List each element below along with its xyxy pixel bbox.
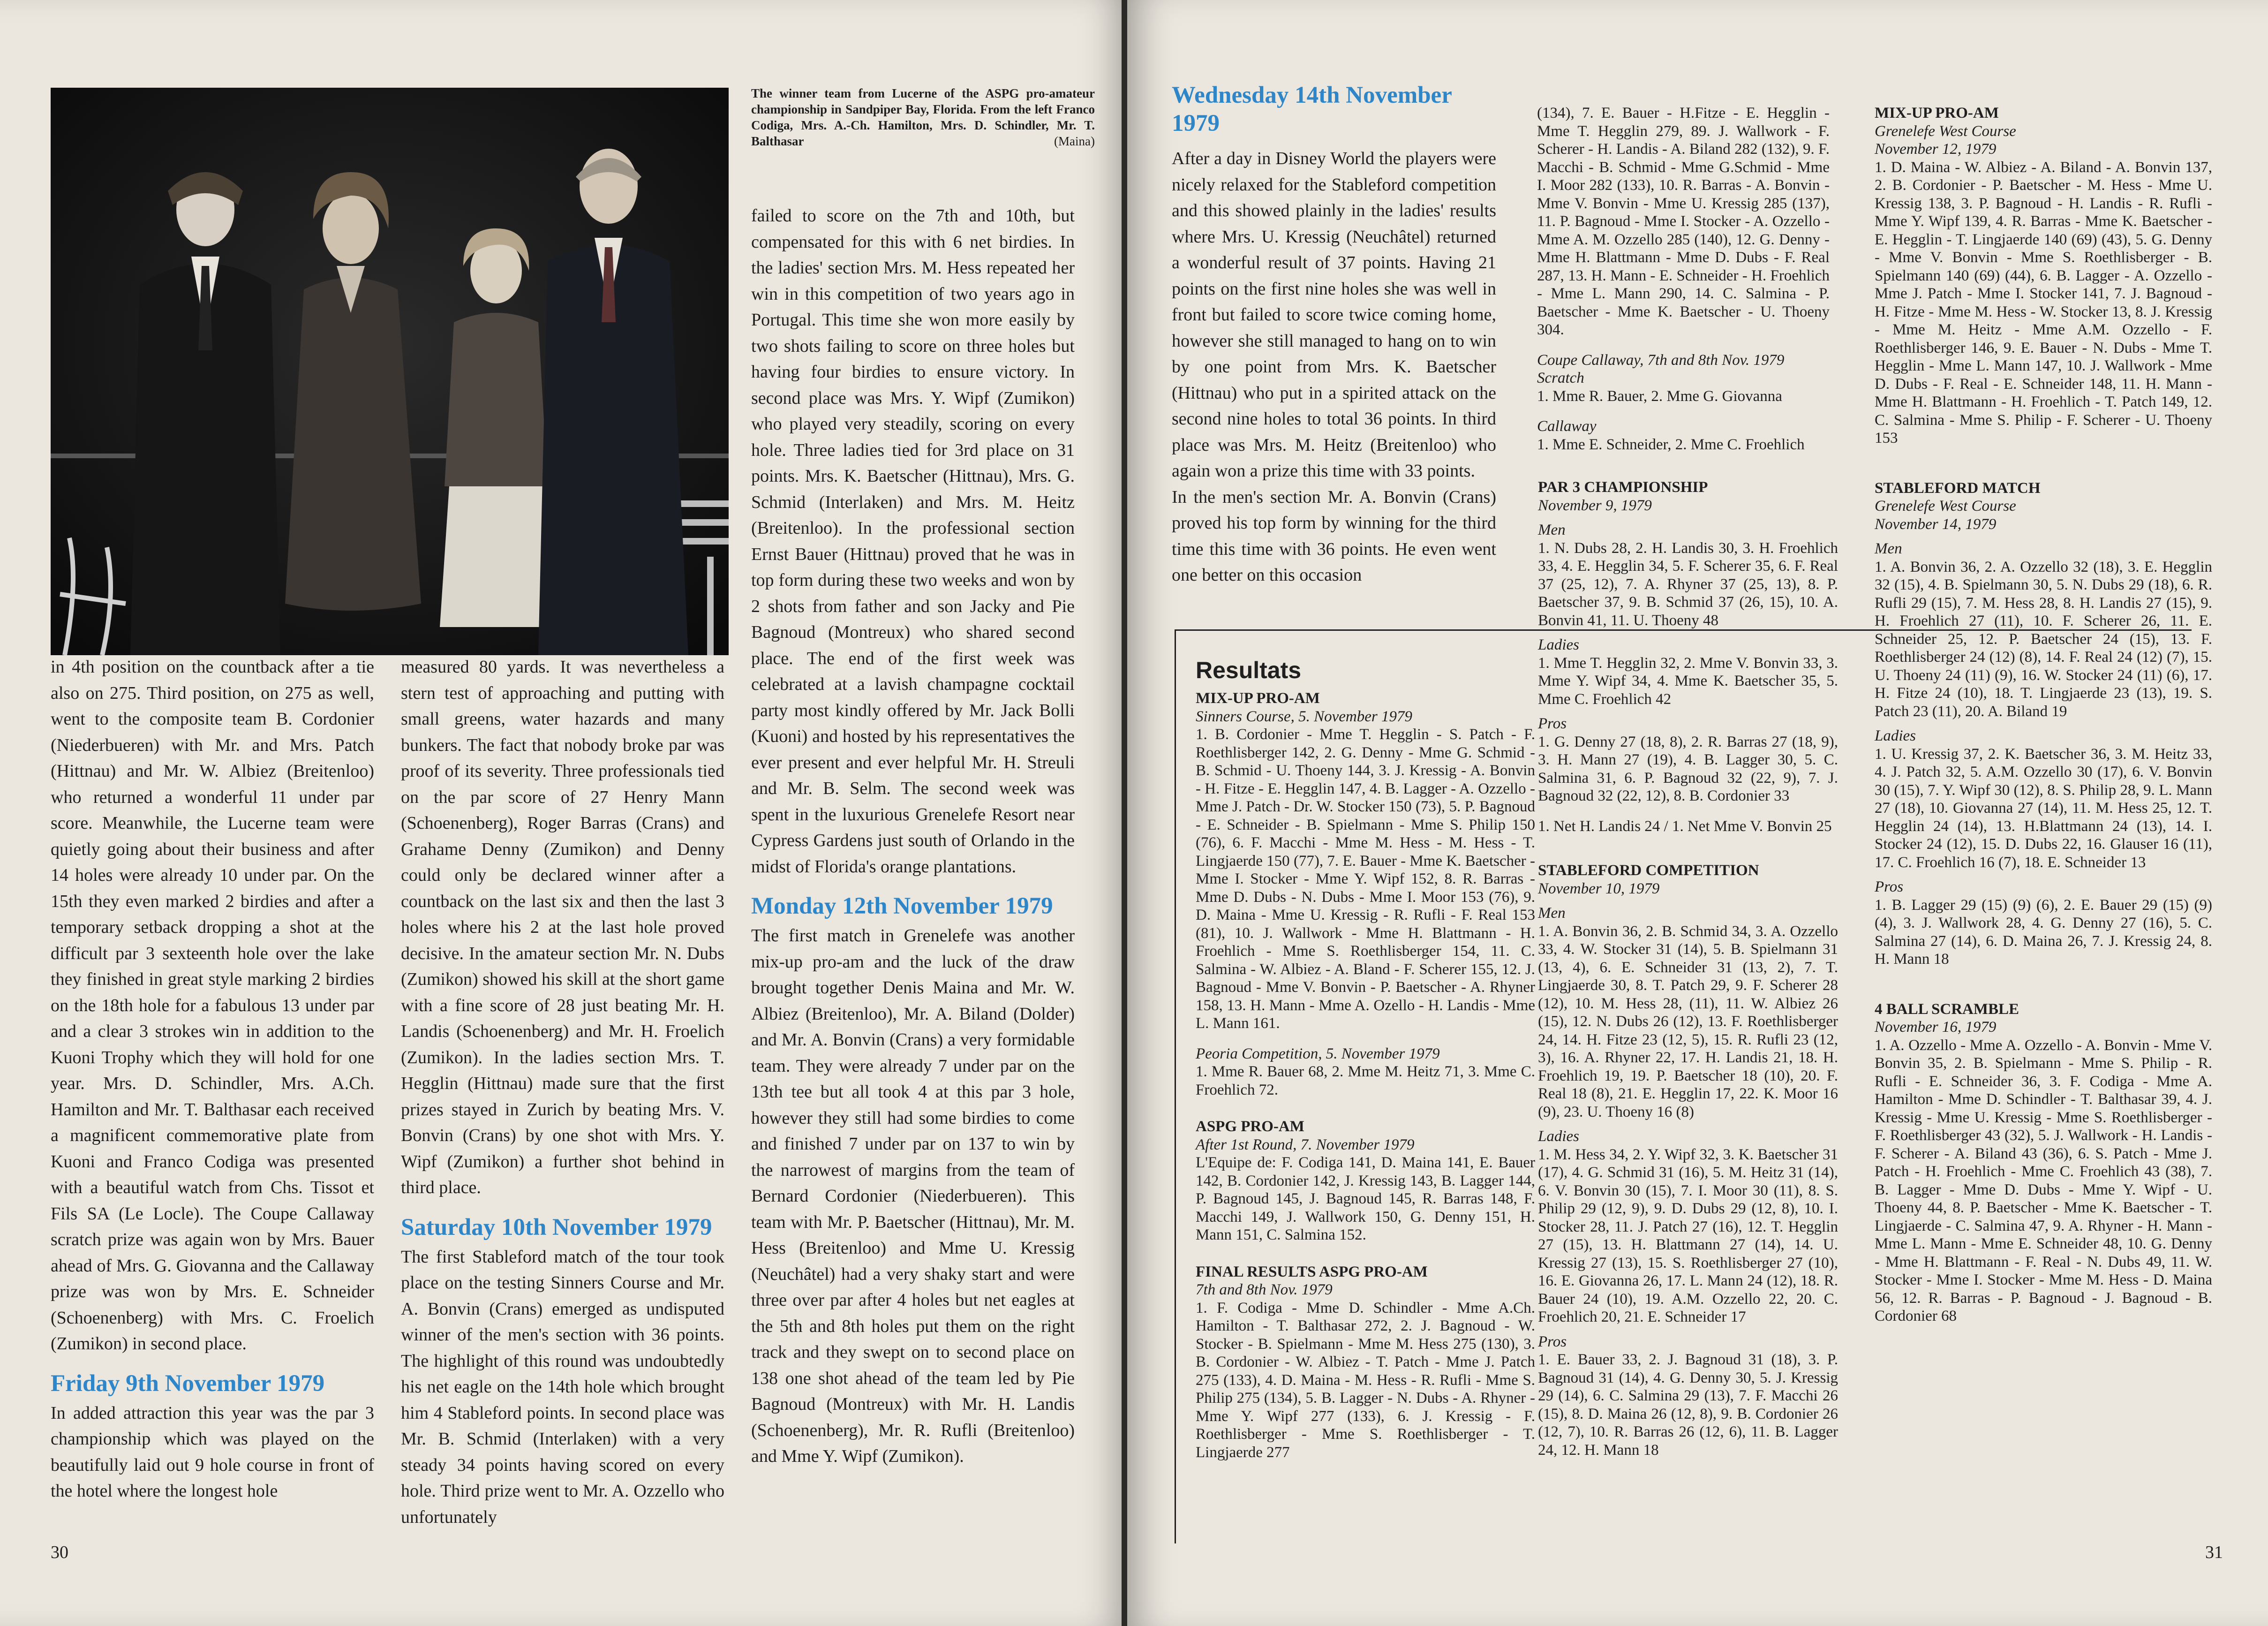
paragraph: In added attraction this year was the par 3 championship which was played on the beautifully laid out 9 hole course in front of the hotel where the longest hole (51, 1403, 374, 1501)
results-subtitle: November 10, 1979 (1538, 880, 1660, 897)
results-carryover-column (1537, 104, 1830, 454)
results-section-title: PAR 3 CHAMPIONSHIP (1538, 479, 1708, 496)
page-number: 31 (2205, 1543, 2223, 1562)
photo-caption (751, 85, 1095, 149)
results-text: 1. N. Dubs 28, 2. H. Landis 30, 3. H. Froehlich 33, 4. E. Hegglin 34, 5. F. Scherer 35, 6. F. Real 37 (25, 12), 7. A. Rhyner 37 (25, 13), 8. P. Baetscher 37, 9. B. Schmid 37 (26, 15), 10. A. Bonvin 41, 11. U. Thoeny 48 (1538, 539, 1838, 629)
section-heading-monday: Monday 12th November 1979 (751, 893, 1053, 919)
paragraph: failed to score on the 7th and 10th, but compensated for this with 6 net birdies. In the ladies' section Mrs. M. Hess repeated her win in this competition of two years ago in Portugal. This time she won more easily by two shots failing to score on three holes but having four birdies to ensure victory. In second place was Mrs. Y. Wipf (Zumikon) who played very steadily, scoring on every hole. Three ladies tied for 3rd place on 31 points. Mrs. K. Baetscher (Hittnau), Mrs. G. Schmid (Interlaken) and Mrs. M. Heitz (Breitenloo). In the professional section Ernst Bauer (Hittnau) proved that he was in top form during these two weeks and won by 2 shots from father and son Jacky and Pie Bagnoud (Montreux) who shared second place. The end of the first week was celebrated at a lavish champagne cocktail party most kindly offered by Mr. Jack Bolli (Kuoni) and hosted by his representatives the ever present and ever helpful Mr. H. Streuli and Mr. B. Selm. The second week was spent in the luxurious Grenelefe Resort near Cypress Gardens just south of Orlando in the midst of Florida's orange plantations. (751, 206, 1075, 877)
section-heading-saturday: Saturday 10th November 1979 (401, 1214, 712, 1240)
section-heading-friday: Friday 9th November 1979 (51, 1370, 325, 1397)
results-subtitle: Peoria Competition, 5. November 1979 (1196, 1045, 1440, 1062)
results-text: 1. U. Kressig 37, 2. K. Baetscher 36, 3. M. Heitz 33, 4. J. Patch 32, 5. A.M. Ozzello 30 (17), 6. V. Bonvin 30 (15), 7. Y. Wipf 30 (12), 8. S. Philip 28, 9. L. Mann 27 (18), 10. Giovanna 27 (14), 11. M. Hess 25, 12. T. Hegglin 24 (14), 13. H.Blattmann 24 (13), 14. I. Stocker 24 (12), 15. D. Dubs 22, 16. Glauser 16 (11), 17. C. Froehlich 16 (7), 18. E. Schneider 13 (1875, 745, 2212, 871)
results-text: 1. M. Hess 34, 2. Y. Wipf 32, 3. K. Baetscher 31 (17), 4. G. Schmid 31 (16), 5. M. Heitz 31 (14), 6. V. Bonvin 30 (15), 7. I. Moor 30 (11), 8. S. Philip 29 (12, 9), 9. D. Dubs 29 (12, 8), 10. I. Stocker 28, 11. J. Patch 27 (16), 12. T. Hegglin 27 (15), 13. H. Blattmann 27 (14), 14. U. Kressig 27 (13), 15. S. Roethlisberger 27 (10), 16. E. Giovanna 26, 17. L. Mann 24 (12), 18. R. Bauer 24 (10), 19. A.M. Ozzello 22, 20. C. Froehlich 20, 21. E. Schneider 17 (1538, 1146, 1838, 1325)
results-column-left (1196, 689, 1535, 1461)
results-text: 1. B. Cordonier - Mme T. Hegglin - S. Patch - F. Roethlisberger 142, 2. G. Denny - Mme G. Schmid - B. Schmid - U. Thoeny 144, 3. J. Kressig - A. Bonvin - H. Fitze - E. Hegglin 147, 4. B. Lagger - A. Ozzello - Mme J. Patch - Dr. W. Stocker 150 (73), 5. P. Bagnoud - E. Schneider - B. Spielmann - Mme S. Philip 150 (76), 6. F. Macchi - Mme M. Hess - M. Hess - T. Lingjaerde 150 (77), 7. E. Bauer - Mme K. Baetscher - Mme I. Stocker - Mme Y. Wipf 152, 8. R. Barras - Mme D. Dubs - N. Dubs - Mme I. Moor 153 (76), 9. D. Maina - Mme U. Kressig - R. Rufli - F. Real 153 (81), 10. J. Wallwork - Mme H. Blattmann - H. Froehlich - Mme S. Roethlisberger 154, 11. C. Salmina - W. Albiez - A. Bland - F. Scherer 155, 12. J. Bagnoud - Mme V. Bonvin - P. Baetscher - A. Rhyner 158, 13. H. Mann - Mme A. Ozello - H. Landis - Mme L. Mann 161. (1196, 726, 1535, 1032)
results-title: Resultats (1196, 657, 1302, 683)
paragraph: In the men's section Mr. A. Bonvin (Crans) proved his top form by winning for the third time this time with 36 points. He even went one better on this occasion (1172, 487, 1496, 585)
category-label: Pros (1538, 715, 1567, 732)
results-subtitle: 7th and 8th Nov. 1979 (1196, 1281, 1333, 1298)
article-column-2 (401, 654, 724, 1530)
results-subtitle: November 14, 1979 (1875, 515, 1997, 533)
results-section-title: FINAL RESULTS ASPG PRO-AM (1196, 1263, 1428, 1280)
competition-subtitle: Callaway (1537, 418, 1597, 435)
paragraph: After a day in Disney World the players were nicely relaxed for the Stableford competition and this showed plainly in the ladies' results where Mrs. U. Kressig (Neuchâtel) returned a wonderful result of 37 points. Having 21 points on the first nine holes she was well in front but failed to score twice coming home, however she still managed to hang on to win by one point from Mrs. K. Baetscher (Hittnau) who put in a spirited attack on the second nine holes to total 36 points. In third place was Mrs. M. Heitz (Breitenloo) who again won a prize this time with 33 points. (1172, 149, 1496, 481)
paragraph: The first Stableford match of the tour took place on the testing Sinners Course and Mr. A. Bonvin (Crans) emerged as undisputed winner of the men's section with 36 points. The highlight of this round was undoubtedly his net eagle on the 14th hole which brought him 4 Stableford points. In second place was Mr. B. Schmid (Interlaken) with a very steady 34 points having scored on every hole. Third prize went to Mr. A. Ozzello who unfortunately (401, 1247, 724, 1527)
results-section-title: 4 BALL SCRAMBLE (1875, 1000, 2019, 1018)
results-text: 1. Mme R. Bauer 68, 2. Mme M. Heitz 71, 3. Mme C. Froehlich 72. (1196, 1063, 1535, 1098)
article-column-1 (51, 654, 374, 1505)
results-subtitle: Grenelefe West Course (1875, 498, 2016, 514)
results-text: L'Equipe de: F. Codiga 141, D. Maina 141, E. Bauer 142, B. Cordonier 142, J. Kressig 143, B. Lagger 144, P. Bagnoud 145, J. Bagnoud 145, R. Barras 148, F. Macchi 149, J. Wallwork 150, G. Denny 151, H. Mann 151, C. Salmina 152. (1196, 1154, 1535, 1243)
results-subtitle: November 9, 1979 (1538, 497, 1652, 514)
page-number: 30 (51, 1543, 68, 1562)
results-subtitle: November 16, 1979 (1875, 1019, 1997, 1036)
results-section-title: MIX-UP PRO-AM (1196, 690, 1320, 707)
photo-image (51, 88, 729, 655)
caption-text: The winner team from Lucerne of the ASPG pro-amateur championship in Sandpiper Bay, Florida. From the left Franco Codiga, Mrs. A.-Ch. Hamilton, Mrs. D. Schindler, Mr. T. Balthasar (751, 86, 1095, 148)
results-subtitle: After 1st Round, 7. November 1979 (1196, 1136, 1415, 1153)
section-heading-wednesday: Wednesday 14th November 1979 (1172, 82, 1452, 136)
results-section-title: MIX-UP PRO-AM (1875, 105, 1999, 121)
paragraph: in 4th position on the countback after a tie also on 275. Third position, on 275 as well, went to the composite team B. Cordonier (Niederbueren) with Mr. and Mrs. Patch (Hittnau) and Mr. W. Albiez (Breitenloo) who returned a wonderful 11 under par score. Meanwhile, the Lucerne team were quietly going about their business and after 14 holes were already 10 under par. On the 15th they even marked 2 birdies and after a temporary setback dropping a shot at the difficult par 3 sexteenth hole over the lake they finished in great style marking 2 birdies on the 18th hole for a fabulous 13 under par and a clear 3 strokes win in addition to the Kuoni Trophy which they will hold for one year. Mrs. D. Schindler, Mrs. A.Ch. Hamilton and Mr. T. Balthasar each received a magnificent commemorative plate from Kuoni and Franco Codiga was presented with a beautiful watch from Chs. Tissot et Fils SA (Le Locle). The Coupe Callaway scratch prize was again won by Mrs. Bauer ahead of Mrs. G. Giovanna and the Callaway prize was won by Mrs. E. Schneider (Schoenenberg) with Mrs. C. Froelich (Zumikon) in second place. (51, 657, 374, 1354)
category-label: Pros (1875, 878, 1904, 895)
competition-subtitle: Coupe Callaway, 7th and 8th Nov. 1979 (1537, 351, 1785, 369)
results-text: 1. G. Denny 27 (18, 8), 2. R. Barras 27 (18, 9), 3. H. Mann 27 (19), 4. B. Lagger 30, 5. C. Salmina 31, 6. P. Bagnoud 32 (22, 9), 7. J. Bagnoud 32 (22, 12), 8. B. Cordonier 33 (1538, 733, 1838, 804)
category-label: Ladies (1875, 727, 1916, 744)
results-text: 1. Net H. Landis 24 / 1. Net Mme V. Bonvin 25 (1538, 817, 1832, 835)
results-subtitle: November 12, 1979 (1875, 141, 1997, 158)
competition-subtitle: Scratch (1537, 370, 1584, 386)
results-text: 1. Mme T. Hegglin 32, 2. Mme V. Bonvin 33, 3. Mme Y. Wipf 34, 4. Mme K. Baetscher 35, 5. Mme C. Froehlich 42 (1538, 654, 1838, 708)
results-section-title: STABLEFORD COMPETITION (1538, 862, 1759, 879)
paragraph: measured 80 yards. It was nevertheless a stern test of approaching and putting with small greens, water hazards and many bunkers. The fact that nobody broke par was proof of its severity. Three professionals tied on the par score of 27 Henry Mann (Schoenenberg), Roger Barras (Crans) and Grahame Denny (Zumikon) and Denny could only be declared winner after a countback on the last six and then the last 3 holes where his 2 at the last hole proved decisive. In the amateur section Mr. N. Dubs (Zumikon) showed his skill at the short game with a fine score of 28 just beating Mr. H. Landis (Schoenenberg) and Mr. H. Froelich (Zumikon). In the ladies section Mrs. T. Hegglin (Hittnau) made sure that the first prizes stayed in Zurich by beating Mrs. V. Bonvin (Crans) by one shot with Mrs. Y. Wipf (Zumikon) a further shot behind in third place. (401, 657, 724, 1197)
results-text: 1. A. Bonvin 36, 2. B. Schmid 34, 3. A. Ozzello 33, 4. W. Stocker 31 (14), 5. B. Spielmann 31 (13, 4), 6. E. Schneider 31 (13, 2), 7. T. Lingjaerde 30, 8. T. Patch 29, 9. F. Scherer 28 (12), 10. M. Hess 28, (11), 11. W. Albiez 26 (15), 12. N. Dubs 26 (12), 13. F. Roethlisberger 24, 14. H. Fitze 23 (12, 5), 15. R. Rufli 23 (12, 3), 16. A. Rhyner 22, 17. H. Landis 21, 18. H. Froehlich 19, 19. P. Baetscher 18 (10), 20. F. Real 18 (8), 21. E. Hegglin 17, 22. K. Moor 16 (9), 23. U. Thoeny 16 (8) (1538, 923, 1838, 1120)
results-section-title: STABLEFORD MATCH (1875, 479, 2041, 497)
article-column-3-top (751, 203, 1075, 1470)
results-text: 1. E. Bauer 33, 2. J. Bagnoud 31 (18), 3. P. Bagnoud 31 (14), 4. G. Denny 30, 5. J. Kressig 29 (14), 6. C. Salmina 29 (13), 7. F. Macchi 26 (15), 8. D. Maina 26 (12, 8), 9. B. Cordonier 26 (12, 7), 10. R. Barras 26 (12, 6), 11. B. Lagger 24, 12. H. Mann 18 (1538, 1351, 1838, 1459)
photo-credit: (Maina) (1054, 134, 1095, 148)
results-section-title: ASPG PRO-AM (1196, 1118, 1304, 1135)
category-label: Men (1875, 540, 1902, 557)
results-subtitle: Sinners Course, 5. November 1979 (1196, 708, 1412, 725)
category-label: Men (1538, 905, 1566, 922)
article-column-wednesday (1172, 81, 1496, 589)
results-text: (134), 7. E. Bauer - H.Fitze - E. Hegglin - Mme T. Hegglin 279, 89. J. Wallwork - F. Scherer - H. Landis - A. Biland 282 (132), 9. F. Macchi - B. Schmid - Mme G.Schmid - Mme I. Moor 282 (133), 10. R. Barras - A. Bonvin - Mme V. Bonvin - Mme U. Kressig 285 (137), 11. P. Bagnoud - Mme I. Stocker - A. Ozzello - Mme A. M. Ozzello 285 (140), 12. G. Denny - Mme H. Blattmann - Mme D. Dubs - F. Real 287, 13. H. Mann - E. Schneider - H. Froehlich - Mme L. Mann 290, 14. C. Salmina - P. Baetscher - Mme K. Baetscher - U. Thoeny 304. (1537, 105, 1830, 338)
results-text: 1. Mme E. Schneider, 2. Mme C. Froehlich (1537, 436, 1805, 453)
category-label: Men (1538, 522, 1566, 538)
results-text: 1. D. Maina - W. Albiez - A. Biland - A. Bonvin 137, 2. B. Cordonier - P. Baetscher - M. Hess - Mme U. Kressig 138, 3. P. Bagnoud - H. Landis - R. Rufli - Mme Y. Wipf 139, 4. R. Barras - Mme K. Baetscher - E. Hegglin - T. Lingjaerde 140 (69) (43), 5. G. Denny - Mme V. Bonvin - Mme S. Roethlisberger - B. Spielmann 140 (69) (44), 6. B. Lagger - A. Ozzello - Mme J. Patch - Mme I. Stocker 141, 7. J. Bagnoud - H. Fitze - Mme M. Hess - W. Stocker 13, 8. J. Kressig - Mme M. Heitz - Mme A.M. Ozzello - F. Roethlisberger 146, 9. E. Bauer - N. Dubs - Mme T. Hegglin - Mme L. Mann 147, 10. J. Wallwork - Mme D. Dubs - F. Real - E. Schneider 148, 11. H. Mann - Mme H. Blattmann - H. Froehlich - T. Patch 149, 12. C. Salmina - Mme S. Philip - F. Scherer - U. Thoeny 153 (1875, 159, 2212, 446)
results-column-middle (1538, 478, 1838, 1459)
team-photo (51, 88, 729, 655)
results-text: 1. A. Bonvin 36, 2. A. Ozzello 32 (18), 3. E. Hegglin 32 (15), 4. B. Spielmann 30, 5. N. Dubs 29 (18), 6. R. Rufli 29 (15), 7. M. Hess 28, 8. H. Landis 27 (15), 9. H. Froehlich 27 (11), 10. F. Scherer 26, 11. E. Schneider 25, 12. P. Baetscher 24 (15), 13. F. Roethlisberger 24 (12) (8), 14. F. Real 24 (12) (7), 15. U. Thoeny 24 (11) (9), 16. W. Stocker 24 (11) (6), 17. H. Fitze 24 (10), 18. T. Lingjaerde 23 (13), 19. S. Patch 23 (11), 20. A. Biland 19 (1875, 558, 2212, 720)
category-label: Ladies (1538, 636, 1580, 653)
left-page (0, 0, 1127, 1626)
category-label: Pros (1538, 1333, 1567, 1350)
results-text: 1. Mme R. Bauer, 2. Mme G. Giovanna (1537, 387, 1782, 405)
results-text: 1. A. Ozzello - Mme A. Ozzello - A. Bonvin - Mme V. Bonvin 35, 2. B. Spielmann - Mme S. Philip - R. Rufli - E. Schneider 36, 3. F. Codiga - Mme A. Hamilton - Mme D. Schindler - T. Balthasar 39, 4. J. Kressig - Mme U. Kressig - Mme S. Roethlisberger - F. Roethlisberger 43 (32), 5. J. Wallwork - H. Landis - F. Scherer - A. Biland 43 (36), 6. S. Patch - Mme J. Patch - H. Froehlich - Mme C. Froehlich 43 (38), 7. B. Lagger - Mme D. Dubs - Mme Y. Wipf - U. Thoeny 44, 8. P. Baetscher - Mme K. Baetscher - T. Lingjaerde - C. Salmina 47, 9. A. Rhyner - H. Mann - Mme L. Mann - Mme E. Schneider 48, 10. G. Denny - Mme H. Blattmann - F. Real - N. Dubs 49, 11. W. Stocker - Mme I. Stocker - Mme M. Hess - D. Maina 56, 12. R. Barras - P. Bagnoud - J. Bagnoud - B. Cordonier 68 (1875, 1036, 2212, 1324)
results-text: 1. F. Codiga - Mme D. Schindler - Mme A.Ch. Hamilton - T. Balthasar 272, 2. J. Bagnoud - W. Stocker - B. Spielmann - Mme M. Hess 275 (130), 3. B. Cordonier - W. Albiez - T. Patch - Mme J. Patch 275 (133), 4. D. Maina - M. Hess - R. Rufli - Mme S. Philip 275 (134), 5. B. Lagger - N. Dubs - A. Rhyner - Mme Y. Wipf 277 (133), 6. J. Kressig - F. Roethlisberger - Mme S. Roethlisberger - T. Lingjaerde 277 (1196, 1299, 1535, 1461)
paragraph: The first match in Grenelefe was another mix-up pro-am and the luck of the draw brought together Denis Maina and Mr. W. Albiez (Breitenloo), Mr. A. Biland (Dolder) and Mr. A. Bonvin (Crans) a very formidable team. They were already 7 under par on the 13th tee but all took 4 at this par 3 hole, however they still had some birdies to come and finished 7 under par on 137 to win by the narrowest of margins from the team of Bernard Cordonier (Niederbueren). This team with Mr. P. Baetscher (Hittnau), Mr. M. Hess (Breitenloo) and Mme U. Kressig (Neuchâtel) had a very shaky start and were three over par after 4 holes but net eagles at the 5th and 8th holes put them on the right track and they swept on to second place on 138 one shot ahead of the team led by Pie Bagnoud (Montreux) with Mr. H. Landis (Schoenenberg), Mr. R. Rufli (Breitenloo) and Mme Y. Wipf (Zumikon). (751, 926, 1075, 1466)
category-label: Ladies (1538, 1128, 1580, 1145)
results-subtitle: Grenelefe West Course (1875, 122, 2016, 140)
results-text: 1. B. Lagger 29 (15) (9) (6), 2. E. Bauer 29 (15) (9) (4), 3. J. Wallwork 28, 4. G. Denny 27 (16), 5. C. Salmina 27 (14), 6. D. Maina 26, 7. J. Kressig 24, 8. H. Mann 18 (1875, 896, 2212, 968)
